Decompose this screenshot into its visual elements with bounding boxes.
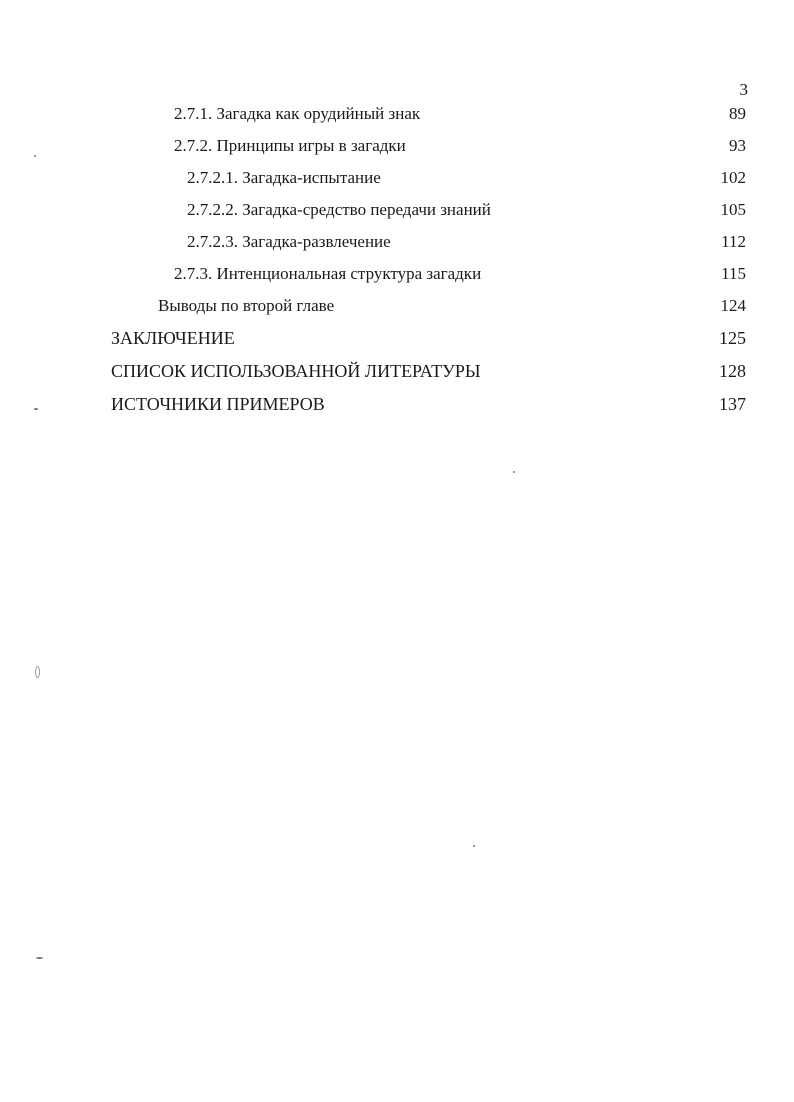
toc-entry-page: 93 <box>729 136 746 155</box>
toc-entry-title: 2.7.2.1. Загадка-испытание <box>187 168 381 187</box>
toc-entry-2-7-2-1 <box>187 168 746 192</box>
toc-entry-2-7-2-2 <box>187 200 746 224</box>
toc-entry-conclusion <box>111 328 746 352</box>
toc-entry-page: 112 <box>721 232 746 251</box>
toc-entry-2-7-2 <box>174 136 746 160</box>
scan-speck <box>34 408 38 410</box>
toc-entry-title: Выводы по второй главе <box>158 296 335 315</box>
toc-entry-title: 2.7.2. Принципы игры в загадки <box>174 136 406 155</box>
page-number: 3 <box>739 80 748 99</box>
scan-speck <box>35 666 40 678</box>
scan-speck <box>513 471 515 473</box>
toc-entry-page: 124 <box>720 296 746 315</box>
toc-entry-page: 89 <box>729 104 746 123</box>
toc-entry-2-7-2-3 <box>187 232 746 256</box>
toc-entry-title: ЗАКЛЮЧЕНИЕ <box>111 328 235 348</box>
scan-speck <box>473 845 475 847</box>
toc-entry-title: СПИСОК ИСПОЛЬЗОВАННОЙ ЛИТЕРАТУРЫ <box>111 361 481 381</box>
toc-entry-chapter-2-conclusions <box>158 296 746 320</box>
scan-speck <box>34 155 36 157</box>
toc-entry-title: ИСТОЧНИКИ ПРИМЕРОВ <box>111 394 325 414</box>
toc-entry-title: 2.7.3. Интенциональная структура загадки <box>174 264 482 283</box>
toc-entry-example-sources <box>111 394 746 418</box>
toc-entry-2-7-1 <box>174 104 746 128</box>
toc-entry-page: 105 <box>720 200 746 219</box>
toc-entry-references <box>111 361 746 385</box>
toc-entry-page: 125 <box>719 328 746 348</box>
toc-entry-page: 137 <box>719 394 746 414</box>
toc-entry-page: 115 <box>721 264 746 283</box>
toc-entry-page: 128 <box>719 361 746 381</box>
toc-entry-title: 2.7.2.2. Загадка-средство передачи знаний <box>187 200 491 219</box>
toc-entry-2-7-3 <box>174 264 746 288</box>
toc-entry-title: 2.7.2.3. Загадка-развлечение <box>187 232 391 251</box>
scan-speck <box>36 957 43 959</box>
toc-entry-page: 102 <box>720 168 746 187</box>
toc-entry-title: 2.7.1. Загадка как орудийный знак <box>174 104 421 123</box>
